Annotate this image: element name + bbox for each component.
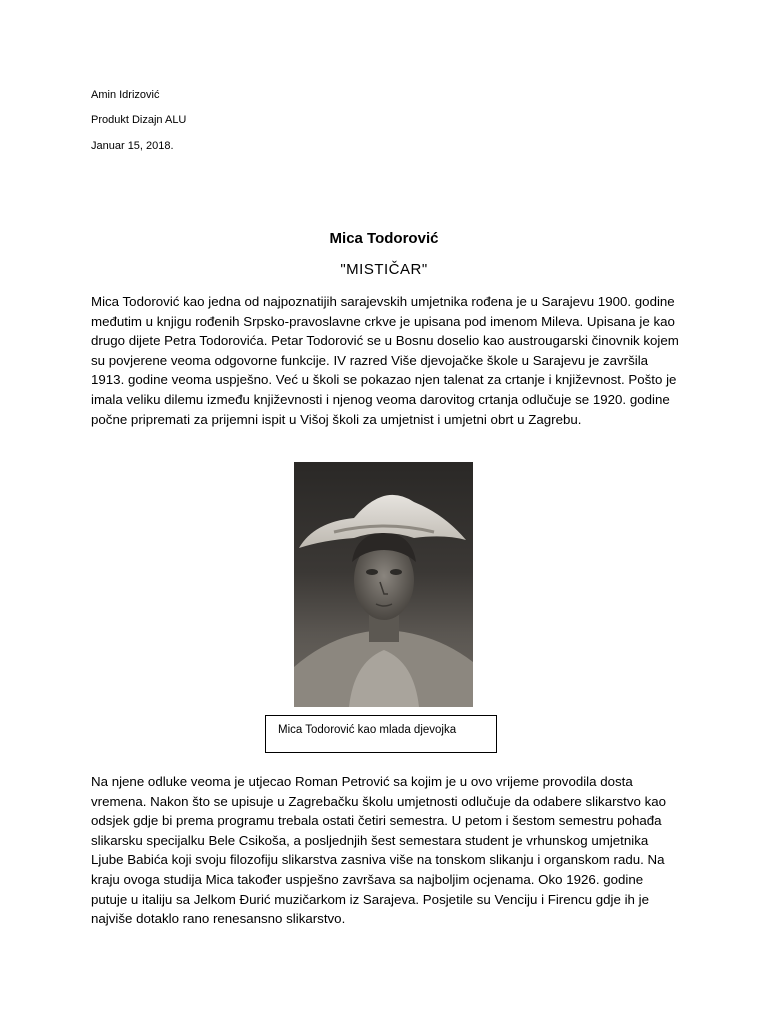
- portrait-photo: [294, 462, 473, 707]
- paragraph-1: Mica Todorović kao jedna od najpoznatijih sarajevskih umjetnika rođena je u Sarajevu 1900. godine međutim u knjigu rođenih Srpsko-pravoslavne crkve je upisana pod imenom Mileva. Upisana je kao drugo dijete Petra Todorovića. Petar Todorović se u Bosnu doselio kao austrougarski činovnik kojem su povjerene veoma odgovorne funkcije. IV razred Više djevojačke škole u Sarajevu je završila 1913. godine veoma uspješno. Već u školi se pokazao njen talenat za crtanje i književnost. Pošto je imala veliku dilemu između književnosti i njenog veoma darovitog crtanja odlučuje se 1920. godine počne pripremati za prijemni ispit u Višoj školi za umjetnist i umjetni obrt u Zagrebu.: [91, 294, 679, 427]
- photo-caption: Mica Todorović kao mlada djevojka: [278, 724, 457, 736]
- paragraph-2: Na njene odluke veoma je utjecao Roman Petrović sa kojim je u ovo vrijeme provodila dosta vremena. Nakon što se upisuje u Zagrebačku školu umjetnosti odlučuje da odabere slikarstvo kao odsjek gdje bi prema programu trebala ostati četiri semestra. U petom i šestom semestru pohađa slikarsku specijalku Bele Csikoša, a posljednjih šest semestara student je vrhunskog umjetnika Ljube Babića koji svoju filozofiju slikarstva zasniva više na tonskom slikanju i organskom radu. Na kraju ovoga studija Mica također uspješno završava sa najboljim ocjenama. Oko 1926. godine putuje u italiju sa Jelkom Đurić muzičarkom iz Sarajeva. Posjetile su Venciju i Firencu gdje ih je najviše dotaklo rano renesansno slikarstvo.: [91, 774, 667, 927]
- document-title: Mica Todorović: [329, 230, 439, 247]
- photo-caption-box: [265, 715, 497, 753]
- author-name: Amin Idrizović: [91, 89, 160, 101]
- document-date: Januar 15, 2018.: [91, 140, 174, 152]
- document-subtitle: "MISTIČAR": [340, 261, 428, 278]
- program-name: Produkt Dizajn ALU: [91, 114, 187, 126]
